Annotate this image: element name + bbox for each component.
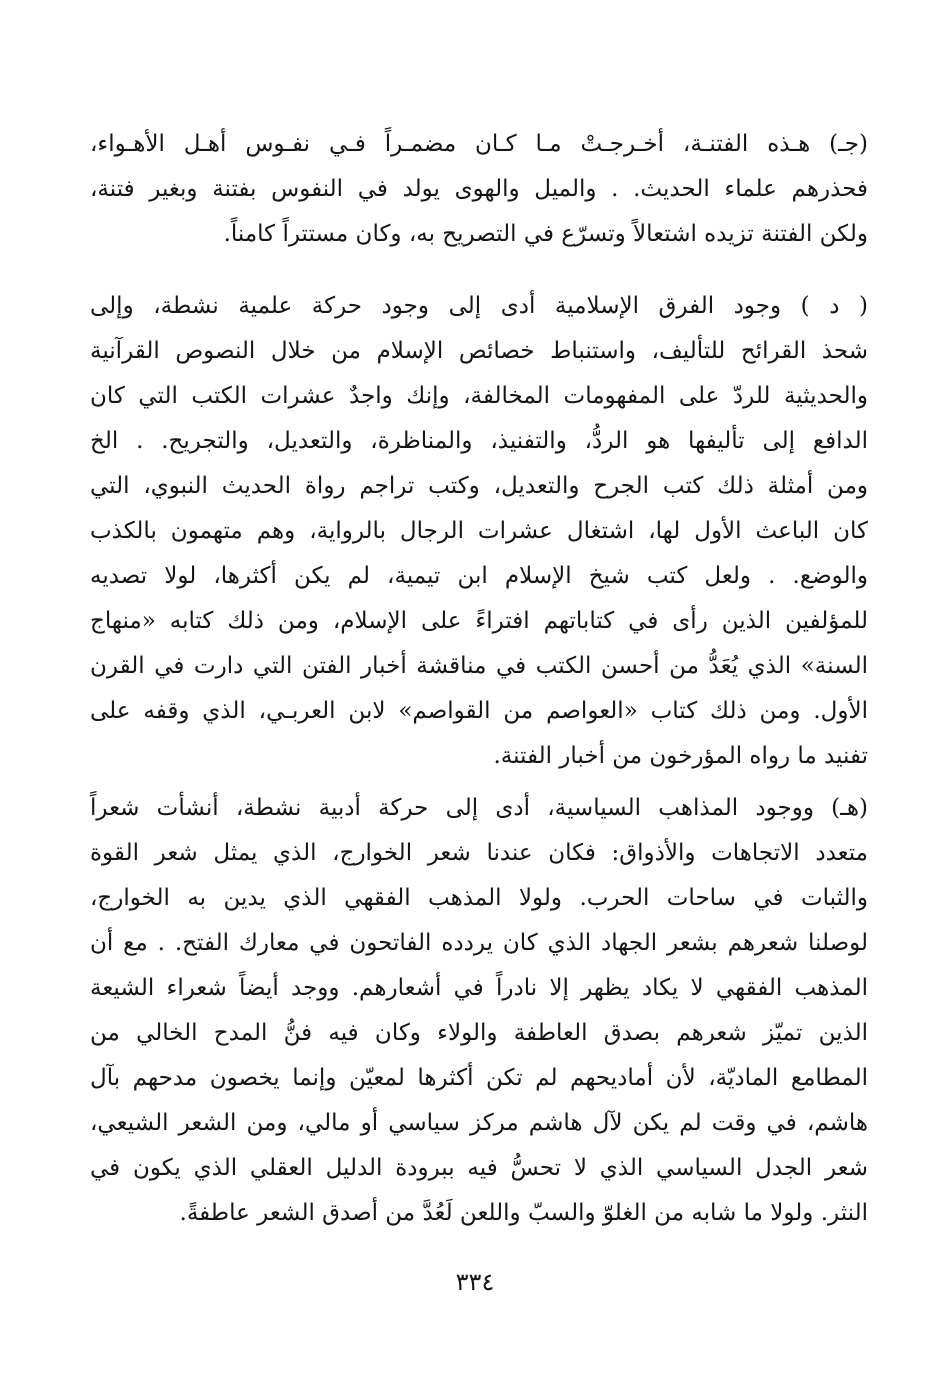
text-line: السنة» الذي يُعَدُّ من أحسن الكتب في مناقشة أخبار الفتن التي دارت في القرن	[90, 653, 868, 679]
paragraph-dal	[90, 284, 868, 779]
text-line: والثبات في ساحات الحرب. ولولا المذهب الفقهي الذي يدين به الخوارج،	[90, 885, 868, 911]
text-line: الذين تميّز شعرهم بصدق العاطفة والولاء وكان فيه فنُّ المدح الخالي من	[90, 1020, 868, 1046]
text-line: ومن أمثلة ذلك كتب الجرح والتعديل، وكتب تراجم رواة الحديث النبوي، التي	[90, 473, 868, 499]
text-line: كان الباعث الأول لها، اشتغال عشرات الرجال بالرواية، وهم متهمون بالكذب	[90, 518, 868, 544]
text-line: والوضع. . ولعل كتب شيخ الإسلام ابن تيمية، لم يكن أكثرها، لولا تصديه	[90, 563, 868, 589]
text-line: الأول. ومن ذلك كتاب «العواصم من القواصم» لابن العربـي، الذي وقفه على	[90, 698, 868, 724]
text-line: شحذ القرائح للتأليف، واستنباط خصائص الإسلام من خلال النصوص القرآنية	[90, 338, 868, 364]
text-line: المذهب الفقهي لا يكاد يظهر إلا نادراً في أشعارهم. ووجد أيضاً شعراء الشيعة	[90, 975, 868, 1001]
text-line: تفنيد ما رواه المؤرخون من أخبار الفتنة.	[493, 743, 868, 769]
text-line: لوصلنا شعرهم بشعر الجهاد الذي كان يردده الفاتحون في معارك الفتح. . مع أن	[90, 930, 868, 956]
text-line: المطامع الماديّة، لأن أماديحهم لم تكن أكثرها لمعيّن وإنما يخصون مدحهم بآل	[90, 1065, 868, 1091]
text-line: (جـ) هـذه الفتنـة، أخـرجـتْ مـا كـان مضمـراً فـي نفـوس أهـل الأهـواء،	[90, 131, 868, 157]
text-line: والحديثية للردّ على المفهومات المخالفة، وإنك واجدٌ عشرات الكتب التي كان	[90, 383, 868, 409]
text-line: متعدد الاتجاهات والأذواق: فكان عندنا شعر الخوارج، الذي يمثل شعر القوة	[90, 840, 868, 866]
text-line: هاشم، في وقت لم يكن لآل هاشم مركز سياسي أو مالي، ومن الشعر الشيعي،	[90, 1110, 868, 1136]
text-line: الدافع إلى تأليفها هو الردُّ، والتفنيذ، والمناظرة، والتعديل، والتجريح. . الخ	[90, 428, 868, 454]
page-number: ٣٣٤	[455, 1268, 495, 1296]
text-line: فحذرهم علماء الحديث. . والميل والهوى يولد في النفوس بفتنة وبغير فتنة،	[90, 176, 868, 202]
text-line: للمؤلفين الذين رأى في كتاباتهم افتراءً على الإسلام، ومن ذلك كتابه «منهاج	[90, 608, 868, 634]
paragraph-ha	[90, 786, 868, 1236]
text-line: النثر. ولولا ما شابه من الغلوّ والسبّ واللعن لَعُدَّ من أصدق الشعر عاطفةً.	[179, 1200, 868, 1226]
paragraph-jim	[90, 122, 868, 257]
text-line: ولكن الفتنة تزيده اشتعالاً وتسرّع في التصريح به، وكان مستتراً كامناً.	[223, 221, 868, 247]
text-line: ( د ) وجود الفرق الإسلامية أدى إلى وجود حركة علمية نشطة، وإلى	[90, 293, 868, 319]
text-line: شعر الجدل السياسي الذي لا تحسُّ فيه ببرودة الدليل العقلي الذي يكون في	[90, 1155, 868, 1181]
text-line: (هـ) ووجود المذاهب السياسية، أدى إلى حركة أدبية نشطة، أنشأت شعراً	[90, 795, 868, 821]
